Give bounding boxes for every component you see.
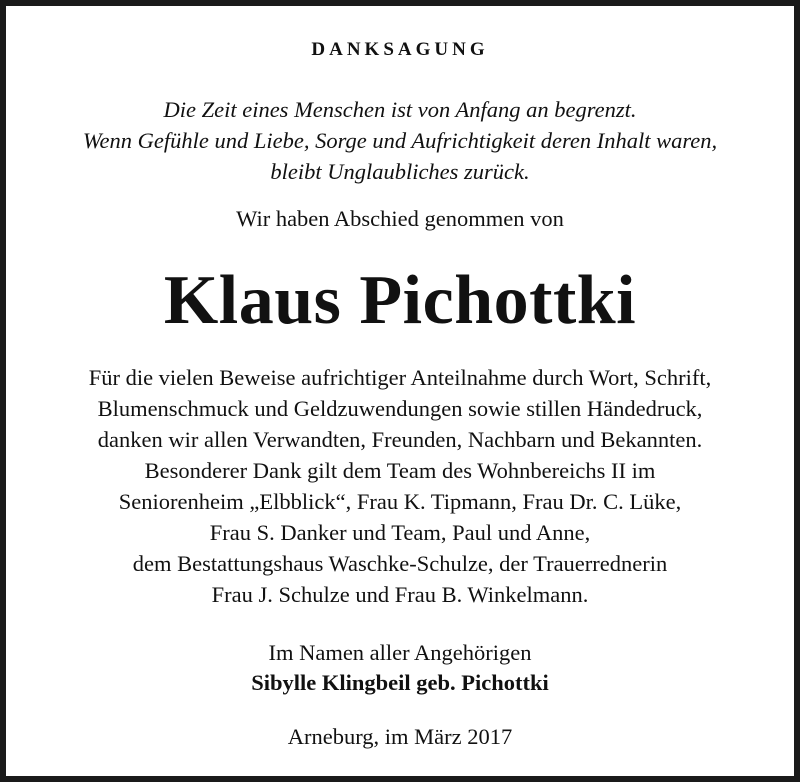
- poem-line: Wenn Gefühle und Liebe, Sorge und Aufrichtigkeit deren Inhalt waren,: [82, 128, 718, 153]
- memorial-poem: [6, 94, 794, 187]
- notice-heading: DANKSAGUNG: [311, 39, 489, 60]
- thanks-line: Für die vielen Beweise aufrichtiger Anteilnahme durch Wort, Schrift,: [88, 365, 712, 390]
- place-date: Arneburg, im März 2017: [287, 724, 513, 749]
- poem-line: bleibt Unglaubliches zurück.: [270, 159, 530, 184]
- thanks-paragraph: [6, 362, 794, 610]
- deceased-name: Klaus Pichottki: [163, 262, 637, 339]
- thanks-line: Frau S. Danker und Team, Paul und Anne,: [209, 520, 591, 545]
- poem-line: Die Zeit eines Menschen ist von Anfang an begrenzt.: [163, 97, 637, 122]
- farewell-intro: Wir haben Abschied genommen von: [236, 206, 564, 231]
- thanks-line: Blumenschmuck und Geldzuwendungen sowie stillen Händedruck,: [97, 396, 703, 421]
- thanks-line: Seniorenheim „Elbblick“, Frau K. Tipmann, Frau Dr. C. Lüke,: [118, 489, 682, 514]
- thanks-line: Frau J. Schulze und Frau B. Winkelmann.: [211, 582, 589, 607]
- signoff: [6, 638, 794, 698]
- thanks-line: danken wir allen Verwandten, Freunden, Nachbarn und Bekannten.: [97, 427, 703, 452]
- thanks-line: Besonderer Dank gilt dem Team des Wohnbereichs II im: [144, 458, 656, 483]
- thanks-line: dem Bestattungshaus Waschke-Schulze, der Trauerrednerin: [132, 551, 668, 576]
- signer-name: Sibylle Klingbeil geb. Pichottki: [251, 670, 549, 695]
- on-behalf-line: Im Namen aller Angehörigen: [268, 640, 532, 665]
